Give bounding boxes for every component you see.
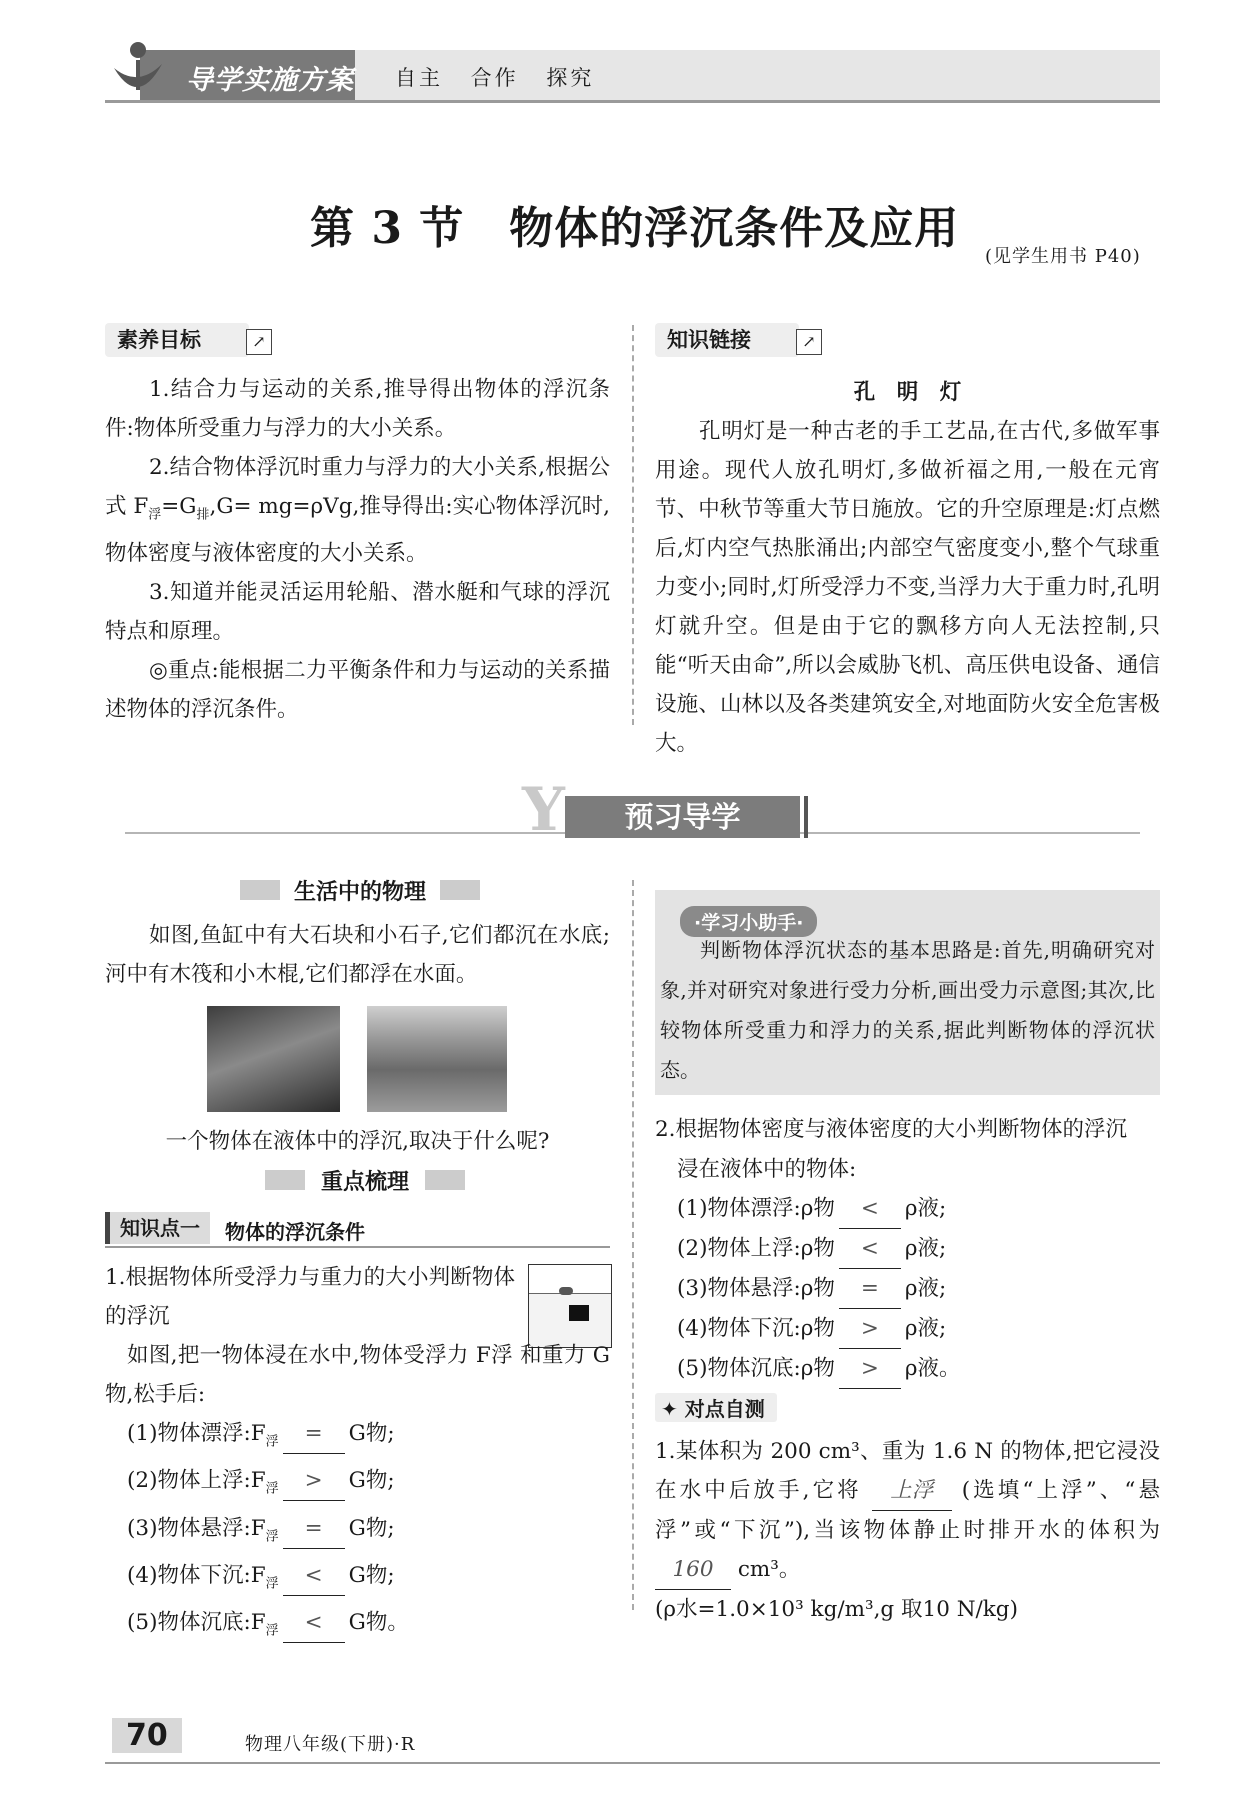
chapter-title: 第 3 节 物体的浮沉条件及应用 bbox=[310, 203, 960, 254]
density-answer-blank[interactable]: < bbox=[839, 1189, 901, 1229]
knowledge-point-title: 物体的浮沉条件 bbox=[225, 1220, 365, 1244]
knowledge-link-tag: 知识链接 bbox=[655, 323, 799, 357]
force-item-title: 1.根据物体所受浮力与重力的大小判断物体的浮沉 bbox=[105, 1265, 515, 1329]
banner-y-letter: Y bbox=[522, 775, 565, 845]
raft-photo bbox=[367, 1006, 507, 1112]
force-answer-blank[interactable]: > bbox=[283, 1461, 345, 1501]
force-row: (3)物体悬浮$:F_浮 = G$物; bbox=[127, 1509, 607, 1556]
density-row: (1)物体漂浮:ρ物 < ρ液; bbox=[677, 1189, 1157, 1229]
knowledge-point-tag: 知识点一 bbox=[105, 1212, 210, 1244]
fish-tank-photo bbox=[207, 1006, 340, 1112]
force-row: (4)物体下沉$:F_浮 < G$物; bbox=[127, 1556, 607, 1603]
goal-1: 1.结合力与运动的关系,推导得出物体的浮沉条件:物体所受重力与浮力的大小关系。 bbox=[105, 377, 610, 441]
kongming-text: 孔明灯是一种古老的手工艺品,在古代,多做军事用途。现代人放孔明灯,多做祈福之用,一般在元宵节、中秋节等重大节日施放。它的升空原理是:灯点燃后,灯内空气热胀涌出;内部空气密度变小,整个气球重力变小;同时,灯所受浮力不变,当浮力大于重力时,孔明灯就升空。但是由于它的飘移方向人无法控制,只能“听天由命”,所以会威胁飞机、高压供电设备、通信设施、山林以及各类建筑安全,对地面防火安全危害极大。 bbox=[655, 419, 1160, 756]
helper-text: 判断物体浮沉状态的基本思路是:首先,明确研究对象,并对研究对象进行受力分析,画出受力示意图;其次,比较物体所受重力和浮力的关系,据此判断物体的浮沉状态。 bbox=[660, 938, 1155, 1082]
self-test-tag: ✦ 对点自测 bbox=[655, 1393, 777, 1422]
force-row: (5)物体沉底$:F_浮 < G$物。 bbox=[127, 1603, 607, 1650]
life-physics-question: 一个物体在液体中的浮沉,取决于什么呢? bbox=[165, 1129, 550, 1154]
column-divider bbox=[632, 325, 634, 725]
key-points-heading: 重点梳理 bbox=[320, 1170, 409, 1195]
answer-blank-2[interactable]: 160 bbox=[655, 1550, 731, 1590]
force-row: (2)物体上浮$:F_浮 > G$物; bbox=[127, 1461, 607, 1508]
answer-blank-1[interactable]: 上浮 bbox=[872, 1471, 952, 1511]
density-answer-blank[interactable]: = bbox=[839, 1269, 901, 1309]
header-mottos: 自主 合作 探究 bbox=[395, 66, 595, 90]
density-row: (5)物体沉底:ρ物 > ρ液。 bbox=[677, 1349, 1157, 1389]
force-answer-blank[interactable]: = bbox=[283, 1509, 345, 1549]
arrow-icon: ↗ bbox=[796, 329, 822, 355]
density-row: (3)物体悬浮:ρ物 = ρ液; bbox=[677, 1269, 1157, 1309]
header-rule bbox=[105, 100, 1160, 103]
force-answer-blank[interactable]: = bbox=[283, 1414, 345, 1454]
self-test-note: (ρ水=1.0×10³ kg/m³,g 取10 N/kg) bbox=[655, 1597, 1018, 1622]
density-answer-blank[interactable]: < bbox=[839, 1229, 901, 1269]
density-rows bbox=[677, 1189, 1157, 1389]
preview-banner: 预习导学 bbox=[565, 796, 800, 838]
sprout-logo-icon bbox=[108, 38, 168, 100]
life-physics-heading: 生活中的物理 bbox=[293, 880, 426, 905]
heading-deco-left bbox=[265, 1170, 305, 1190]
force-item-intro: 如图,把一物体浸在水中,物体受浮力 F浮 和重力 G物,松手后: bbox=[105, 1343, 610, 1407]
book-title: 物理八年级(下册)·R bbox=[245, 1734, 416, 1755]
goal-key: ◎重点:能根据二力平衡条件和力与运动的关系描述物体的浮沉条件。 bbox=[105, 658, 610, 723]
life-physics-text: 如图,鱼缸中有大石块和小石子,它们都沉在水底;河中有木筏和小木棍,它们都浮在水面。 bbox=[105, 923, 610, 987]
goals-text bbox=[105, 370, 610, 729]
self-test-question: 1.某体积为 200 cm³、重为 1.6 N 的物体,把它浸没在水中后放手,它将 上浮 (选填“上浮”、“悬浮”或“下沉”),当该物体静止时排开水的体积为 160 cm³。 (ρ水=1.0×10³ kg/m³,g 取10 N/kg) bbox=[655, 1432, 1160, 1629]
page-reference: (见学生用书 P40) bbox=[985, 246, 1141, 267]
force-answer-blank[interactable]: < bbox=[283, 1603, 345, 1643]
density-title: 2.根据物体密度与液体密度的大小判断物体的浮沉 bbox=[655, 1117, 1128, 1142]
banner-edge bbox=[804, 796, 808, 838]
density-row: (2)物体上浮:ρ物 < ρ液; bbox=[677, 1229, 1157, 1269]
heading-deco-left bbox=[240, 880, 280, 900]
heading-deco-right bbox=[440, 880, 480, 900]
kongming-title: 孔 明 灯 bbox=[853, 380, 962, 405]
density-answer-blank[interactable]: > bbox=[839, 1349, 901, 1389]
column-divider-lower bbox=[632, 880, 634, 1610]
helper-tag: ·学习小助手· bbox=[680, 906, 817, 937]
force-answer-blank[interactable]: < bbox=[283, 1556, 345, 1596]
page-number: 70 bbox=[112, 1718, 182, 1753]
series-title: 导学实施方案 bbox=[186, 65, 354, 96]
arrow-icon: ↗ bbox=[246, 329, 272, 355]
density-intro: 浸在液体中的物体: bbox=[677, 1157, 857, 1182]
density-row: (4)物体下沉:ρ物 > ρ液; bbox=[677, 1309, 1157, 1349]
heading-deco-right bbox=[425, 1170, 465, 1190]
goal-3: 3.知道并能灵活运用轮船、潜水艇和气球的浮沉特点和原理。 bbox=[105, 580, 610, 645]
force-rows bbox=[127, 1414, 607, 1650]
goals-tag: 素养目标 bbox=[105, 323, 249, 357]
force-row: (1)物体漂浮$:F_浮 = G$物; bbox=[127, 1414, 607, 1461]
density-answer-blank[interactable]: > bbox=[839, 1309, 901, 1349]
footer-rule bbox=[105, 1762, 1160, 1764]
goal-2: 2.结合物体浮沉时重力与浮力的大小关系,根据公式 $F_浮=G_排,G= mg=\rho Vg$,推导得出:实心物体浮沉时,物体密度与液体密度的大小关系。 bbox=[105, 455, 610, 567]
